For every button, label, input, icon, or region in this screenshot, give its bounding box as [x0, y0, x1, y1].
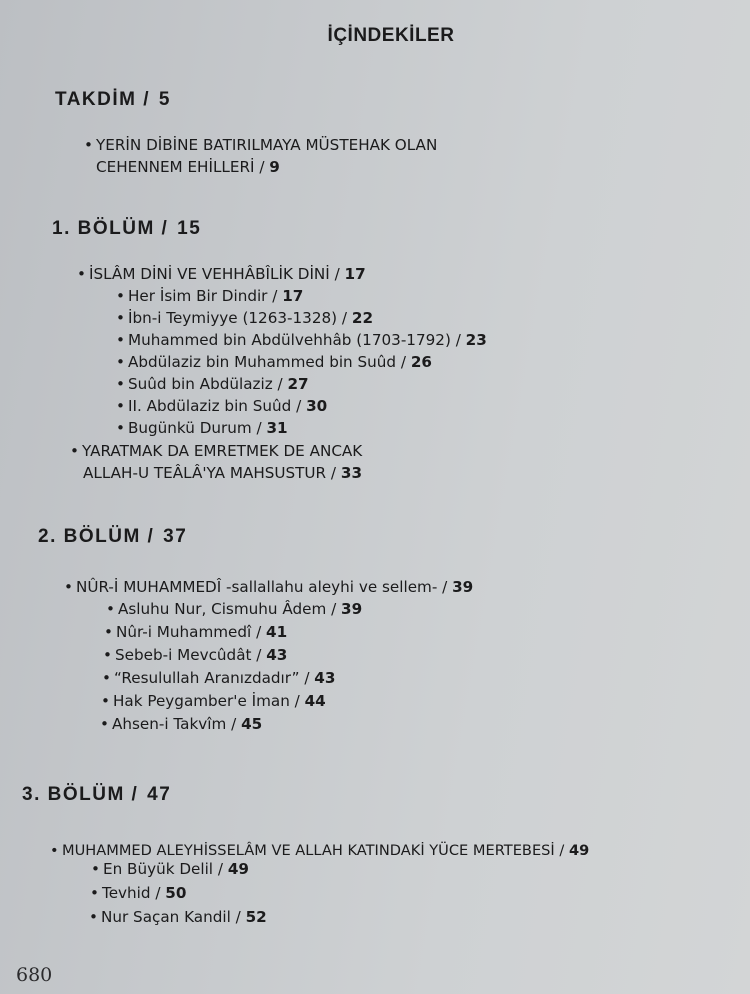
toc-entry: • Bugünkü Durum / 31	[116, 419, 288, 437]
toc-entry: • Tevhid / 50	[90, 884, 187, 902]
section-heading-bolum-2: 2. BÖLÜM / 37	[38, 526, 188, 547]
bullet-icon: •	[116, 331, 125, 349]
toc-entry: • İbn-i Teymiyye (1263-1328) / 22	[116, 309, 374, 327]
bullet-icon: •	[116, 397, 125, 415]
bullet-icon: •	[77, 265, 86, 283]
section-heading-takdim: TAKDİM / 5	[55, 89, 171, 110]
toc-entry: • En Büyük Delil / 49	[91, 860, 249, 878]
bullet-icon: •	[116, 287, 125, 305]
bullet-icon: •	[106, 600, 115, 618]
bullet-icon: •	[116, 419, 125, 437]
toc-entry: • YERİN DİBİNE BATIRILMAYA MÜSTEHAK OLAN	[84, 136, 438, 154]
bullet-icon: •	[103, 646, 112, 664]
bullet-icon: •	[64, 578, 73, 596]
toc-entry-continuation: ALLAH-U TEÂLÂ'YA MAHSUSTUR / 33	[83, 464, 363, 482]
toc-entry: • Asluhu Nur, Cismuhu Âdem / 39	[106, 600, 363, 618]
bullet-icon: •	[70, 442, 79, 460]
bullet-icon: •	[104, 623, 113, 641]
bullet-icon: •	[101, 692, 110, 710]
bullet-icon: •	[116, 375, 125, 393]
toc-entry: • MUHAMMED ALEYHİSSELÂM VE ALLAH KATINDAKİ YÜCE MERTEBESİ / 49	[50, 840, 589, 862]
toc-entry-continuation: CEHENNEM EHİLLERİ / 9	[96, 158, 280, 176]
section-heading-bolum-3: 3. BÖLÜM / 47	[22, 784, 172, 805]
toc-entry: • Sebeb-i Mevcûdât / 43	[103, 646, 288, 664]
bullet-icon: •	[89, 908, 98, 926]
toc-entry: • Hak Peygamber'e İman / 44	[101, 692, 326, 710]
bullet-icon: •	[50, 842, 59, 859]
toc-entry: • İSLÂM DİNİ VE VEHHÂBÎLİK DİNİ / 17	[77, 265, 366, 283]
page-title: İÇİNDEKİLER	[327, 25, 455, 46]
bullet-icon: •	[84, 136, 93, 154]
section-heading-bolum-1: 1. BÖLÜM / 15	[52, 218, 202, 239]
toc-entry: • Abdülaziz bin Muhammed bin Suûd / 26	[116, 353, 432, 371]
toc-entry: • “Resulullah Aranızdadır” / 43	[102, 669, 336, 687]
toc-entry: • Her İsim Bir Dindir / 17	[116, 287, 304, 305]
toc-entry: • Ahsen-i Takvîm / 45	[100, 715, 263, 733]
toc-entry: • II. Abdülaziz bin Suûd / 30	[116, 397, 328, 415]
bullet-icon: •	[116, 353, 125, 371]
bullet-icon: •	[90, 884, 99, 902]
toc-entry: • Nur Saçan Kandil / 52	[89, 908, 267, 926]
toc-entry: • Nûr-i Muhammedî / 41	[104, 623, 288, 641]
bullet-icon: •	[91, 860, 100, 878]
toc-entry: • Suûd bin Abdülaziz / 27	[116, 375, 309, 393]
toc-entry: • YARATMAK DA EMRETMEK DE ANCAK	[70, 442, 363, 460]
bullet-icon: •	[116, 309, 125, 327]
page-number: 680	[16, 964, 53, 986]
bullet-icon: •	[102, 669, 111, 687]
toc-entry: • Muhammed bin Abdülvehhâb (1703-1792) / 23	[116, 331, 487, 349]
bullet-icon: •	[100, 715, 109, 733]
toc-entry: • NÛR-İ MUHAMMEDÎ -sallallahu aleyhi ve sellem- / 39	[64, 578, 474, 596]
